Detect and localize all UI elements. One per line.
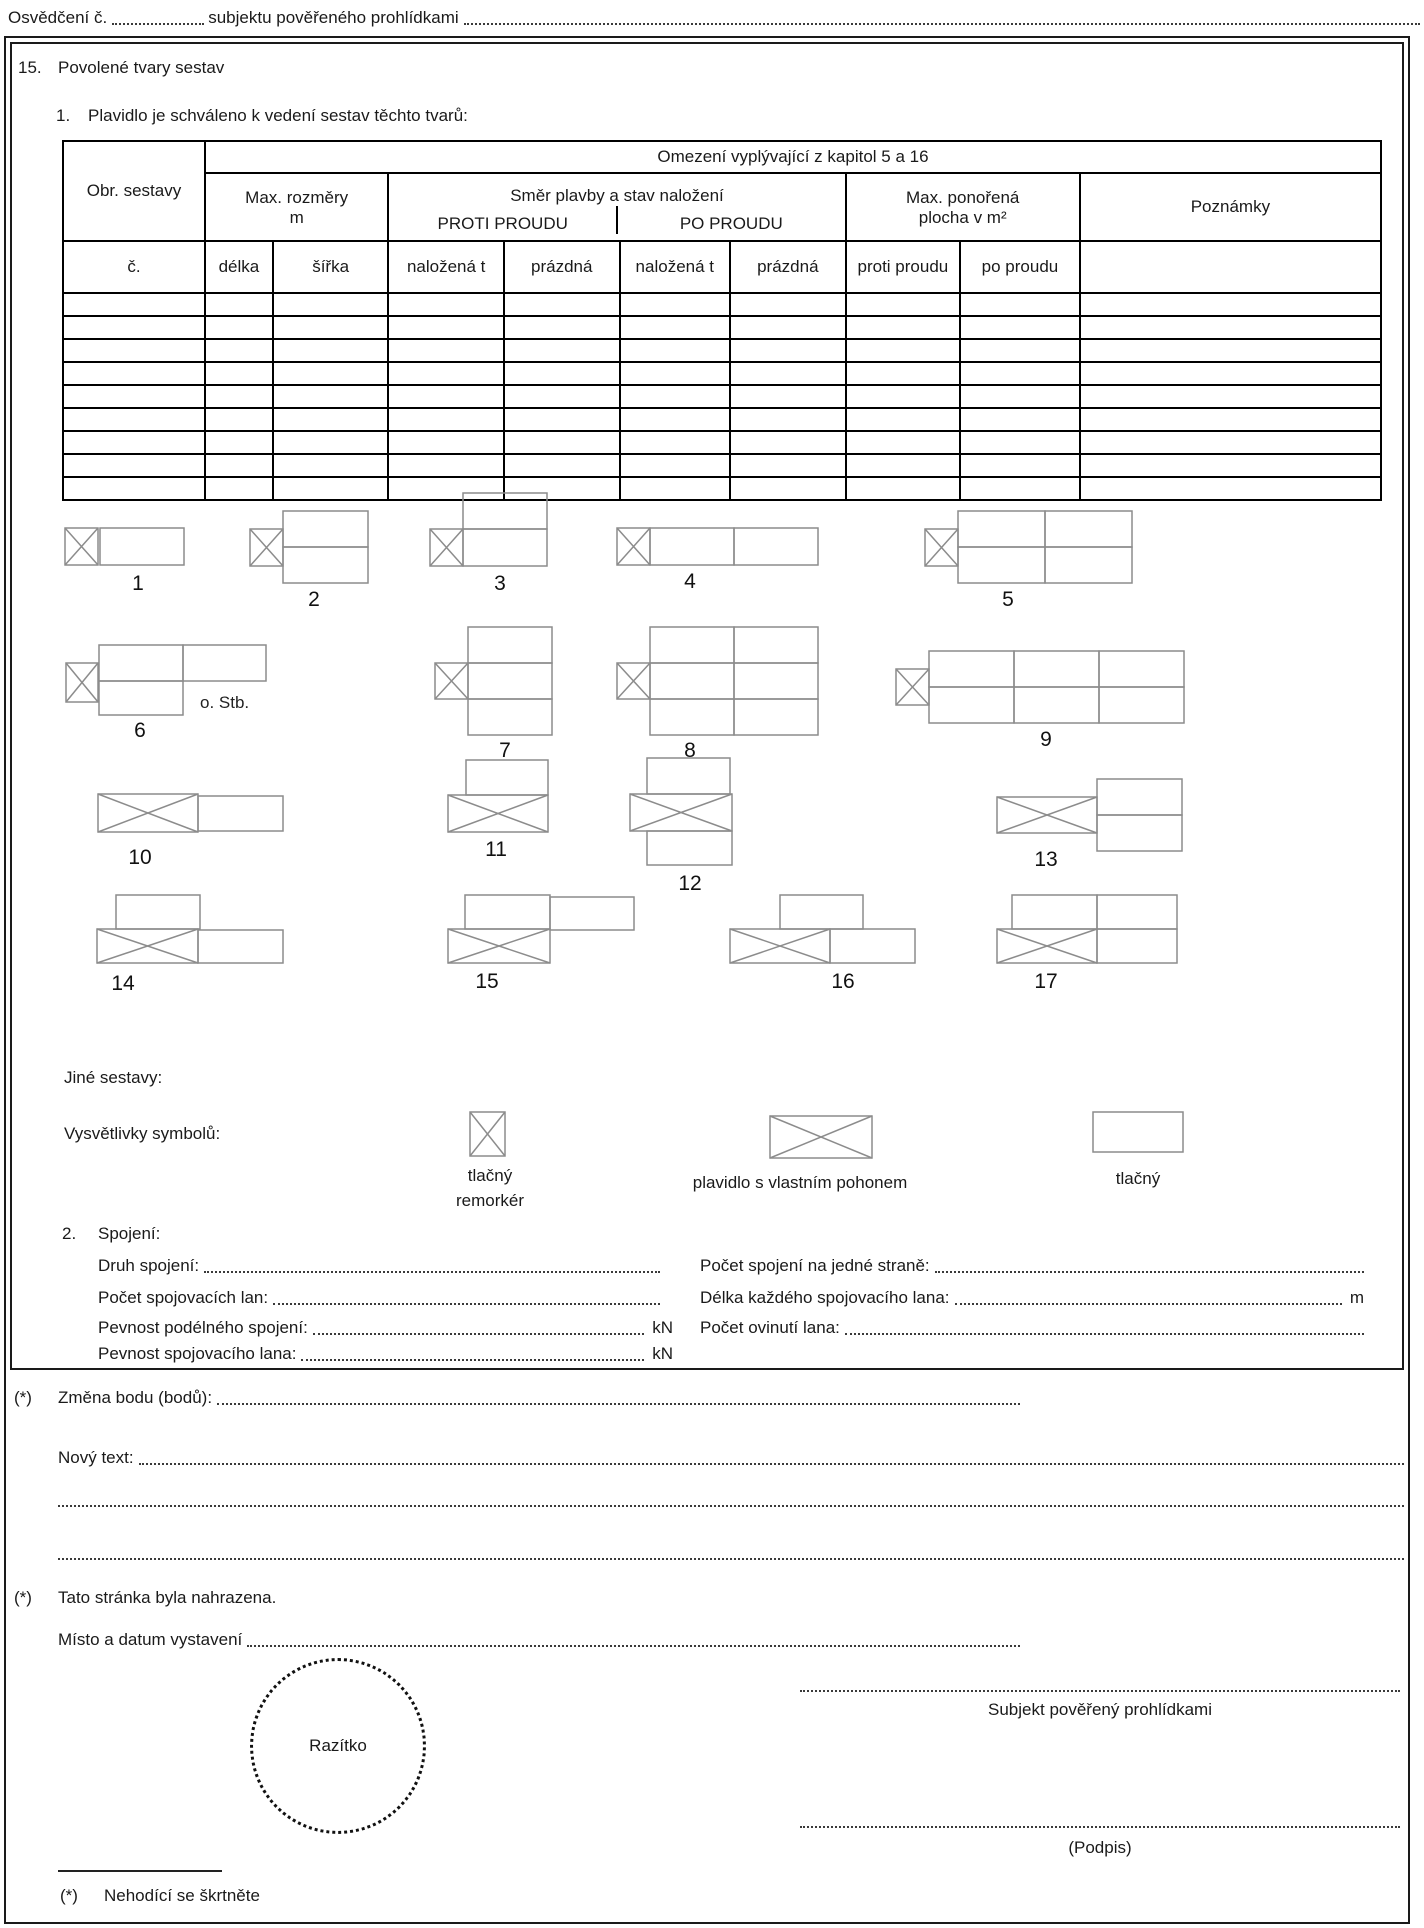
barge-symbol — [650, 528, 734, 565]
section-number: 15. — [18, 58, 42, 77]
formation-diagram-2 — [250, 511, 368, 611]
delka-lana-label: Délka každého spojovacího lana: — [700, 1288, 950, 1307]
novy-text-line-3 — [58, 1558, 1404, 1560]
formation-diagram-11 — [448, 760, 548, 861]
barge-symbol — [1014, 651, 1099, 687]
barge-symbol — [116, 895, 200, 929]
barge-symbol — [283, 547, 368, 583]
legend-pusher-tug-line2: remorkér — [455, 1191, 524, 1210]
signature-label: (Podpis) — [1068, 1838, 1132, 1857]
barge-symbol — [1097, 815, 1182, 851]
barge-symbol — [463, 529, 547, 566]
formation-diagram-16 — [730, 895, 915, 993]
barge-symbol — [734, 699, 818, 735]
barge-symbol — [198, 930, 283, 963]
field-pocet-spojeni — [700, 1256, 1364, 1276]
symbol-legend-label: Vysvětlivky symbolů: — [64, 1124, 221, 1143]
po-proudu-header: PO PROUDU — [679, 214, 783, 233]
zmena-star: (*) — [14, 1388, 32, 1407]
barge-symbol — [468, 627, 552, 663]
other-formations-label: Jiné sestavy: — [64, 1068, 163, 1087]
barge-symbol — [647, 831, 732, 865]
footnote-text: Nehodící se škrtněte — [104, 1886, 260, 1905]
barge-symbol — [183, 645, 266, 681]
pevnost-lana-field — [301, 1359, 644, 1361]
formation-number: 16 — [831, 970, 855, 993]
zmena-bodu-field — [217, 1403, 1020, 1405]
formation-number: 14 — [111, 972, 135, 995]
barge-symbol — [958, 511, 1045, 547]
barge-symbol — [1099, 651, 1184, 687]
formation-number: 1 — [132, 572, 144, 595]
barge-symbol — [100, 528, 184, 565]
max-rozmery-label: Max. rozměry — [245, 188, 349, 207]
formation-diagram-7 — [435, 627, 552, 762]
barge-symbol — [463, 493, 547, 529]
max-ponorena-unit: plocha v m² — [918, 208, 1007, 227]
formation-diagram-15 — [448, 895, 634, 993]
col-header-omezeni: Omezení vyplývající z kapitol 5 a 16 — [205, 141, 1381, 173]
legend-pusher-tug-line1: tlačný — [467, 1166, 513, 1185]
druh-spojeni-field — [204, 1271, 660, 1273]
formation-number: 10 — [128, 846, 152, 869]
formation-diagram-13 — [997, 779, 1182, 871]
formation-diagram-17 — [997, 895, 1177, 993]
legend-self-propelled-label: plavidlo s vlastním pohonem — [692, 1173, 908, 1192]
delka-lana-field — [955, 1303, 1342, 1305]
formation-diagram-4 — [617, 528, 818, 593]
barge-symbol — [99, 681, 183, 715]
barge-symbol — [650, 699, 734, 735]
tato-stranka-label: Tato stránka byla nahrazena. — [58, 1588, 277, 1607]
pocet-ovinuti-label: Počet ovinutí lana: — [700, 1318, 840, 1337]
formation-diagram-10 — [98, 794, 283, 869]
delka-lana-unit: m — [1349, 1288, 1364, 1307]
proti-proudu-header: PROTI PROUDU — [389, 206, 618, 234]
formation-number: 13 — [1034, 848, 1058, 871]
subcol-nalozena-1: naložená t — [388, 241, 504, 293]
barge-symbol — [468, 663, 552, 699]
inspection-body-label: subjektu pověřeného prohlídkami — [208, 8, 459, 27]
formation-number: 6 — [134, 719, 146, 742]
col-header-obr-sestavy: Obr. sestavy — [63, 141, 205, 241]
legend-pushed-barge-label: tlačný — [1115, 1169, 1161, 1188]
formation-number: 17 — [1034, 970, 1058, 993]
formation-diagram-14 — [97, 895, 283, 995]
formation-number: 7 — [499, 739, 511, 762]
certificate-number-label: Osvědčení č. — [8, 8, 108, 27]
barge-symbol — [1097, 779, 1182, 815]
formation-number: 12 — [678, 872, 702, 895]
subcol-prazdna-2: prázdná — [730, 241, 846, 293]
subcol-delka: délka — [205, 241, 273, 293]
novy-text-line-2 — [58, 1505, 1404, 1507]
barge-symbol — [830, 929, 915, 963]
footnote-star: (*) — [60, 1886, 78, 1905]
barge-symbol — [468, 699, 552, 735]
barge-symbol — [198, 796, 283, 831]
formation-number: 3 — [494, 572, 506, 595]
formation-number: 11 — [485, 838, 507, 861]
formation-diagram-12 — [630, 758, 732, 895]
barge-symbol — [734, 663, 818, 699]
barge-symbol — [1045, 547, 1132, 583]
formation-number: 8 — [684, 739, 696, 762]
inspection-body-signature-line — [800, 1690, 1400, 1692]
formation-diagram-5 — [925, 511, 1132, 611]
barge-symbol — [650, 663, 734, 699]
formation-number: 2 — [308, 588, 320, 611]
formation-number: 4 — [684, 570, 696, 593]
barge-symbol — [734, 627, 818, 663]
formation-number: 5 — [1002, 588, 1014, 611]
item-1-text: Plavidlo je schváleno k vedení sestav těchto tvarů: — [88, 106, 468, 125]
field-delka-lana — [700, 1288, 1364, 1308]
barge-symbol — [647, 758, 730, 794]
tato-stranka-star: (*) — [14, 1588, 32, 1607]
misto-datum-field — [247, 1645, 1020, 1647]
section-title: Povolené tvary sestav — [58, 58, 225, 77]
formation-note: o. Stb. — [200, 693, 250, 712]
formation-diagram-3 — [430, 493, 547, 595]
barge-symbol — [465, 895, 550, 929]
pocet-spojeni-field — [935, 1271, 1364, 1273]
max-ponorena-label: Max. ponořená — [905, 188, 1020, 207]
barge-symbol — [734, 528, 818, 565]
max-rozmery-unit: m — [289, 208, 304, 227]
pevnost-podelneho-field — [313, 1333, 644, 1335]
formation-number: 15 — [475, 970, 499, 993]
barge-symbol — [1012, 895, 1097, 929]
pocet-ovinuti-field — [845, 1333, 1364, 1335]
field-zmena-bodu — [58, 1388, 1020, 1408]
subcol-prazdna-1: prázdná — [504, 241, 620, 293]
section-2-title: Spojení: — [98, 1224, 161, 1243]
barge-symbol — [958, 547, 1045, 583]
formation-number: 9 — [1040, 728, 1052, 751]
zmena-bodu-label: Změna bodu (bodů): — [58, 1388, 213, 1407]
pevnost-podelneho-unit: kN — [652, 1318, 673, 1337]
subcol-proti-proudu: proti proudu — [846, 241, 961, 293]
subcol-nalozena-2: naložená t — [620, 241, 731, 293]
inspection-body-signature-label: Subjekt pověřený prohlídkami — [988, 1700, 1212, 1719]
barge-symbol — [550, 897, 634, 930]
subcol-c: č. — [63, 241, 205, 293]
formation-diagram-1 — [65, 528, 184, 595]
stamp-circle — [250, 1658, 426, 1834]
barge-symbol — [1014, 687, 1099, 723]
field-pevnost-podelneho — [98, 1318, 673, 1338]
barge-symbol — [1045, 511, 1132, 547]
field-pocet-lan — [98, 1288, 660, 1308]
misto-datum-label: Místo a datum vystavení — [58, 1630, 243, 1649]
barge-symbol — [929, 651, 1014, 687]
barge-symbol — [650, 627, 734, 663]
barge-symbol — [1093, 1112, 1183, 1152]
pevnost-podelneho-label: Pevnost podélného spojení: — [98, 1318, 308, 1337]
pevnost-lana-unit: kN — [652, 1344, 673, 1363]
barge-symbol — [1099, 687, 1184, 723]
subcol-po-proudu: po proudu — [960, 241, 1080, 293]
field-misto-datum — [58, 1630, 1020, 1650]
field-novy-text — [58, 1448, 1404, 1468]
formation-diagram-9 — [896, 651, 1184, 751]
barge-symbol — [99, 645, 183, 681]
pocet-lan-field — [273, 1303, 660, 1305]
barge-symbol — [1097, 895, 1177, 929]
item-1-number: 1. — [56, 106, 71, 125]
subcol-sirka: šířka — [273, 241, 389, 293]
barge-symbol — [780, 895, 863, 929]
barge-symbol — [929, 687, 1014, 723]
smer-plavby-label: Směr plavby a stav naložení — [510, 186, 724, 205]
section-2-number: 2. — [62, 1224, 77, 1243]
formation-diagram-6 — [66, 645, 266, 742]
pevnost-lana-label: Pevnost spojovacího lana: — [98, 1344, 297, 1363]
pocet-lan-label: Počet spojovacích lan: — [98, 1288, 269, 1307]
barge-symbol — [283, 511, 368, 547]
druh-spojeni-label: Druh spojení: — [98, 1256, 200, 1275]
barge-symbol — [1097, 929, 1177, 963]
field-pevnost-lana — [98, 1344, 673, 1364]
novy-text-label: Nový text: — [58, 1448, 134, 1467]
legend-pusher-tug-label — [400, 1163, 580, 1213]
novy-text-field — [139, 1463, 1404, 1465]
footnote-rule — [58, 1870, 222, 1872]
field-pocet-ovinuti — [700, 1318, 1364, 1338]
field-druh-spojeni — [98, 1256, 660, 1276]
stamp-label: Razítko — [309, 1736, 367, 1755]
col-header-poznamky: Poznámky — [1080, 173, 1381, 241]
barge-symbol — [466, 760, 548, 795]
formation-diagram-8 — [617, 627, 818, 762]
pocet-spojeni-label: Počet spojení na jedné straně: — [700, 1256, 930, 1275]
signature-line — [800, 1826, 1400, 1828]
